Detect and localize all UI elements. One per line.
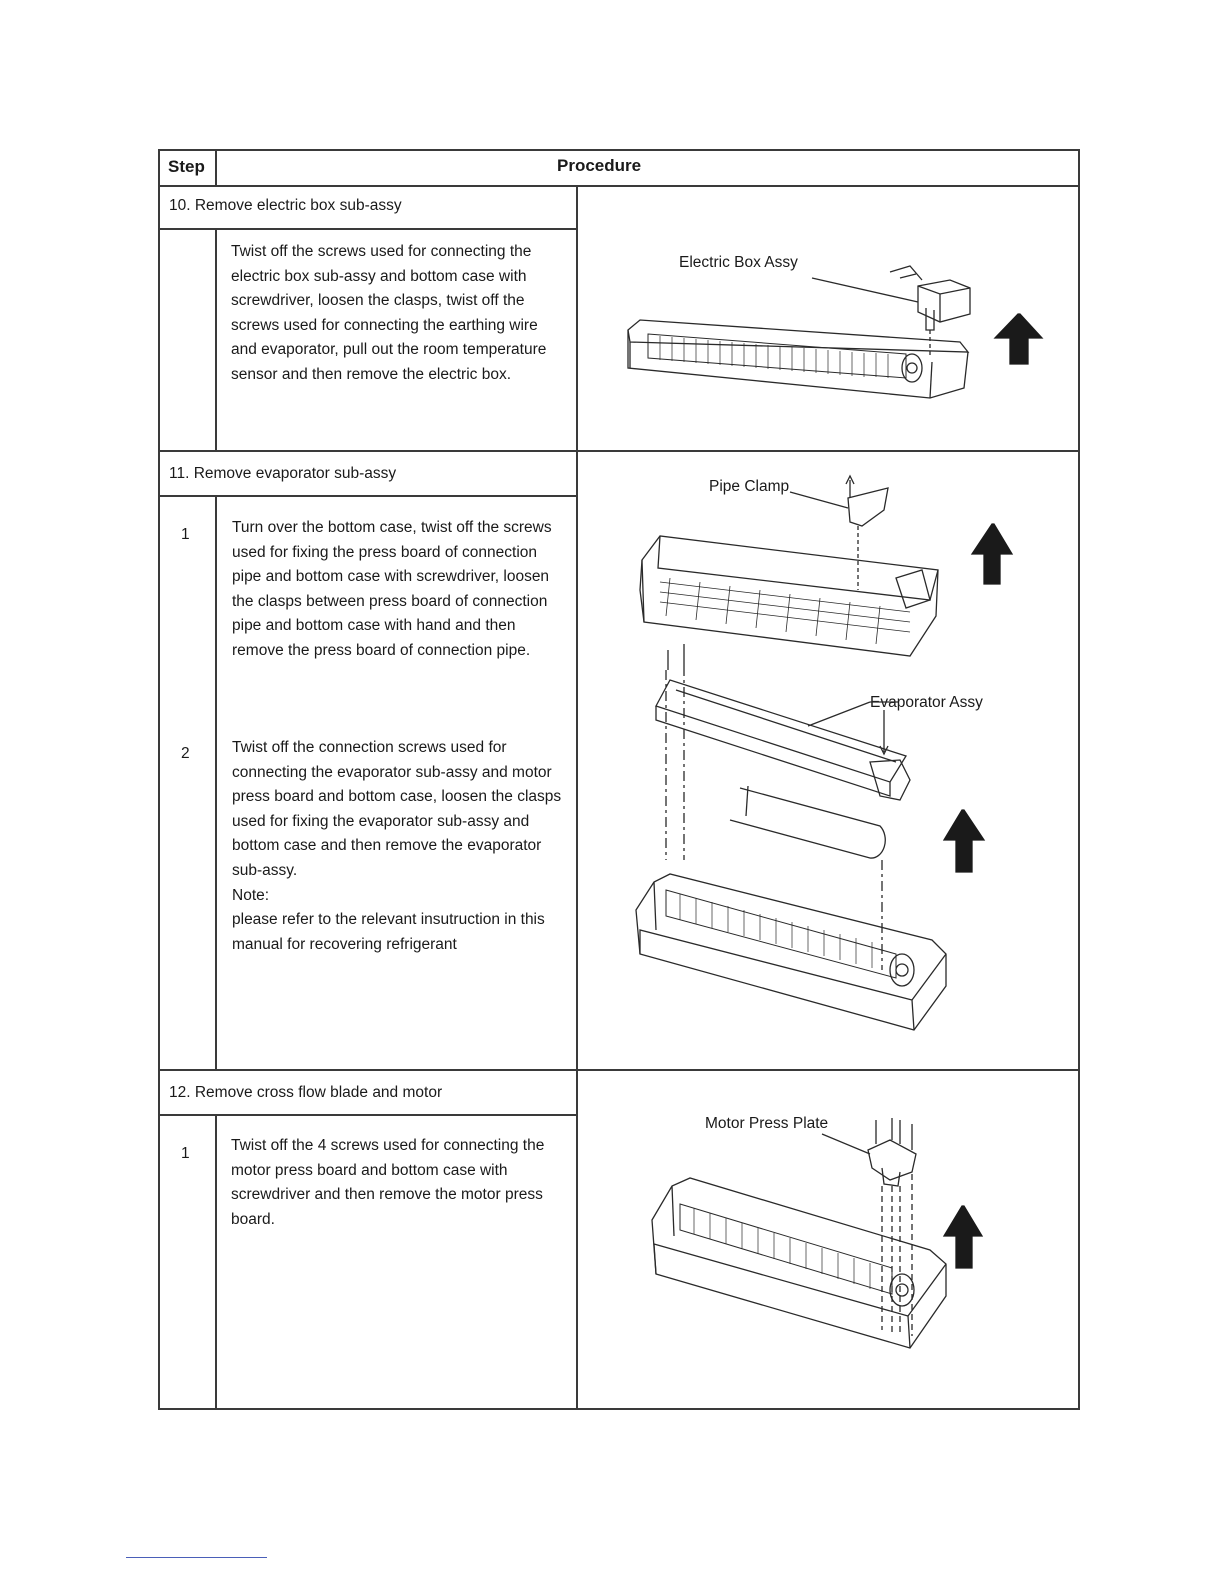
- figure-evaporator-removal: [600, 470, 1060, 1060]
- step-12-title: 12. Remove cross flow blade and motor: [169, 1084, 443, 1101]
- step-12-substep-1-text: Twist off the 4 screws used for connecting the motor press board and bottom case with screwdriver and then remove the motor press board.: [231, 1137, 545, 1228]
- footer-rule: [126, 1557, 267, 1558]
- step-11-substep-1-number: 1: [181, 526, 190, 543]
- header-step: Step: [168, 157, 205, 176]
- figure-electric-box-removal: [600, 250, 1060, 430]
- step-10-text: Twist off the screws used for connecting the electric box sub-assy and bottom case with screwdriver, loosen the clasps, twist off the screws used for connecting the earthing wire and evaporator, pull out the room temperature sensor and then remove the electric box.: [231, 243, 547, 383]
- label-pipe-clamp: Pipe Clamp: [709, 478, 790, 495]
- step-11-substep-1-text: Turn over the bottom case, twist off the screws used for fixing the press board of connection pipe and bottom case with screwdriver, loosen the clasps between press board of connection pipe and bottom case with hand and then remove the press board of connection pipe.: [232, 519, 552, 659]
- figure-motor-press-plate-removal: [600, 1110, 1060, 1380]
- label-motor-press-plate: Motor Press Plate: [705, 1115, 829, 1132]
- header-procedure: Procedure: [557, 156, 642, 175]
- step-11-title: 11. Remove evaporator sub-assy: [169, 465, 397, 482]
- step-10-title: 10. Remove electric box sub-assy: [169, 197, 402, 214]
- label-evaporator-assy: Evaporator Assy: [870, 694, 983, 711]
- step-11-substep-2-text: Twist off the connection screws used for connecting the evaporator sub-assy and motor press board and bottom case, loosen the clasps used for fixing the evaporator sub-assy and bottom case and then remove the evaporator sub-assy. Note: please refer to the relevant insutruction in this manual for recovering refrigerant: [232, 739, 562, 953]
- step-12-substep-1-number: 1: [181, 1145, 190, 1162]
- label-electric-box-assy: Electric Box Assy: [679, 254, 798, 271]
- step-11-substep-2-number: 2: [181, 745, 190, 762]
